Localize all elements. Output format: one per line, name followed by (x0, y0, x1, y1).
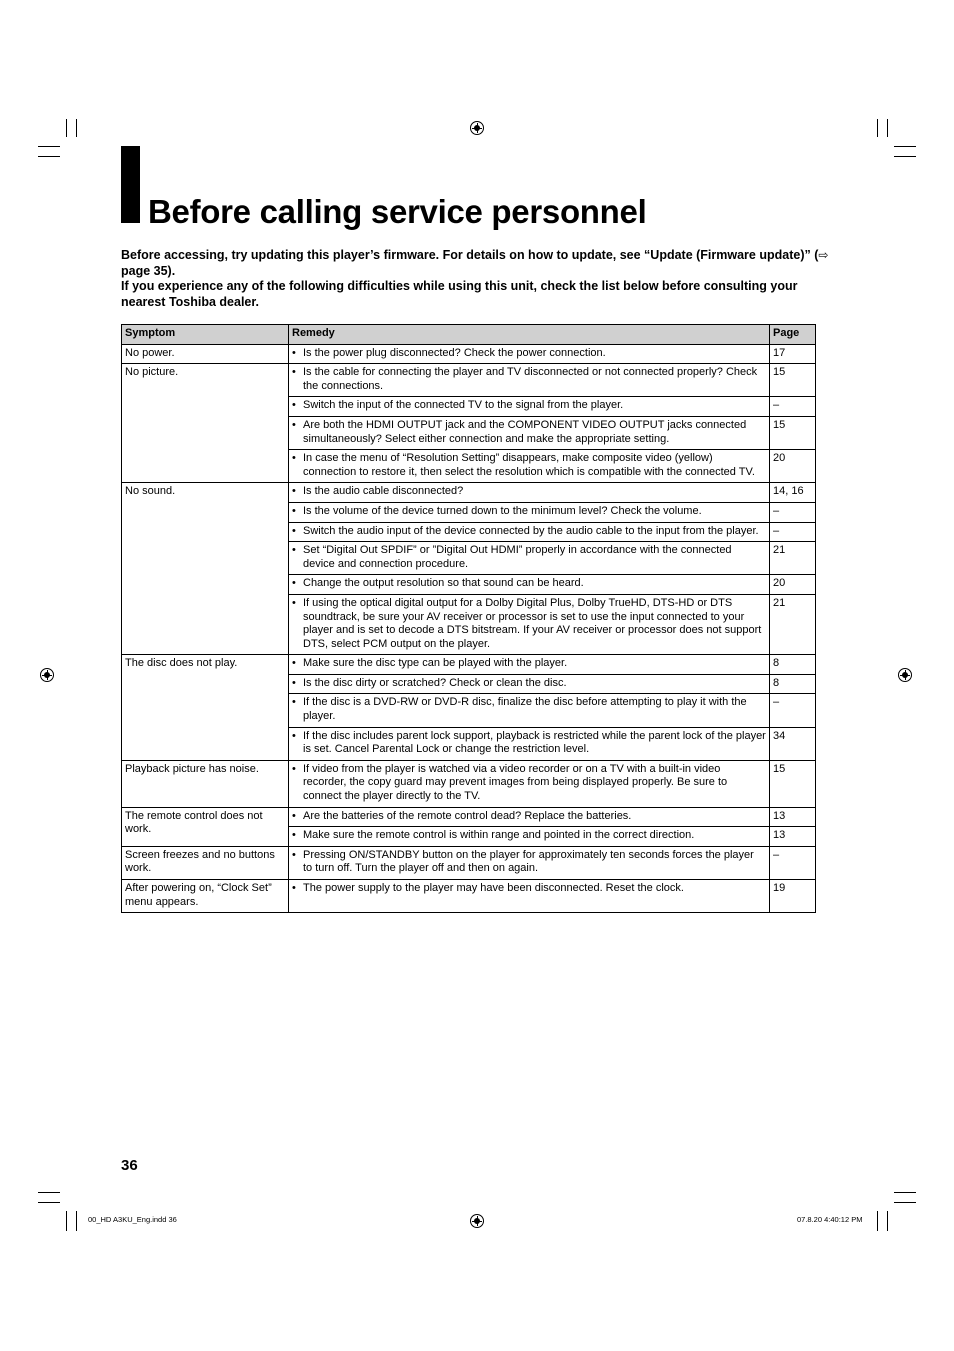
bullet-icon: • (292, 544, 296, 557)
remedy-cell (289, 542, 770, 575)
table-row (122, 655, 816, 675)
bullet-icon: • (292, 829, 296, 842)
page-reference-cell: – (770, 502, 816, 522)
remedy-text: Switch the input of the connected TV to the signal from the player. (303, 399, 624, 412)
remedy-text: Is the cable for connecting the player and TV disconnected or not connected properly? Check the connections. (303, 366, 758, 392)
page-reference-cell: 20 (770, 450, 816, 483)
remedy-cell (289, 502, 770, 522)
bullet-icon: • (292, 452, 296, 465)
symptom-cell: Screen freezes and no buttons work. (122, 846, 289, 879)
remedy-cell (289, 416, 770, 449)
page-reference-cell: – (770, 522, 816, 542)
page-reference-cell: 21 (770, 594, 816, 654)
symptom-cell: No picture. (122, 364, 289, 483)
remedy-cell (289, 344, 770, 364)
symptom-cell: The remote control does not work. (122, 807, 289, 846)
print-slug-filename: 00_HD A3KU_Eng.indd 36 (88, 1215, 177, 1224)
bullet-icon: • (292, 657, 296, 670)
registration-mark-icon (470, 1214, 484, 1228)
intro-difficulties-note: If you experience any of the following difficulties while using this unit, check the list below before consulting your nearest Toshiba dealer. (121, 279, 798, 309)
symptom-cell: No power. (122, 344, 289, 364)
remedy-cell (289, 846, 770, 879)
bullet-icon: • (292, 762, 296, 775)
bullet-icon: • (292, 577, 296, 590)
bullet-icon: • (292, 882, 296, 894)
bullet-icon: • (292, 696, 296, 709)
page-reference-cell: 21 (770, 542, 816, 575)
page-reference-cell: 15 (770, 416, 816, 449)
remedy-text: Switch the audio input of the device connected by the audio cable to the input from the player. (303, 524, 759, 537)
page-reference-cell: 19 (770, 880, 816, 913)
table-row (122, 846, 816, 879)
page-reference-cell: – (770, 694, 816, 727)
bullet-icon: • (292, 418, 296, 431)
table-row (122, 483, 816, 503)
table-row (122, 760, 816, 807)
intro-firmware-note: Before accessing, try updating this player’s firmware. For details on how to update, see “Update (Firmware update)” (⇨ page 35). (121, 248, 829, 278)
remedy-text: Is the disc dirty or scratched? Check or clean the disc. (303, 676, 567, 689)
remedy-text: If the disc is a DVD-RW or DVD-R disc, finalize the disc before attempting to play it with the player. (303, 696, 747, 723)
page-reference-cell: 8 (770, 674, 816, 694)
bullet-icon: • (292, 596, 296, 609)
bullet-icon: • (292, 524, 296, 537)
symptom-cell: No sound. (122, 483, 289, 655)
bullet-icon: • (292, 676, 296, 689)
bullet-icon: • (292, 504, 296, 517)
remedy-text: If video from the player is watched via a video recorder or on a TV with a built-in video recorder, the copy guard may prevent images from being displayed properly. Be sure to connect the player directly to the TV. (303, 762, 728, 803)
bullet-icon: • (292, 848, 296, 861)
bullet-icon: • (292, 399, 296, 412)
remedy-cell (289, 827, 770, 847)
table-row (122, 364, 816, 397)
remedy-text: Make sure the disc type can be played with the player. (303, 657, 568, 670)
remedy-cell (289, 397, 770, 417)
bullet-icon: • (292, 366, 296, 379)
page-reference-cell: 13 (770, 827, 816, 847)
troubleshooting-table (121, 324, 816, 913)
bullet-icon: • (292, 809, 296, 822)
page-reference-cell: 15 (770, 364, 816, 397)
title-accent-bar (121, 146, 140, 223)
remedy-text: Pressing ON/STANDBY button on the player for approximately ten seconds forces the player to turn off. Turn the player off and then on again. (303, 848, 754, 875)
page-reference-cell: – (770, 846, 816, 879)
remedy-text: In case the menu of “Resolution Setting” disappears, make composite video (yellow) connection to restore it, then select the resolution which is compatible with the connected TV. (303, 452, 755, 478)
page-reference-cell: 17 (770, 344, 816, 364)
table-row (122, 880, 816, 913)
registration-mark-icon (898, 668, 912, 682)
remedy-cell (289, 727, 770, 760)
bullet-icon: • (292, 346, 296, 359)
page-title: Before calling service personnel (148, 193, 647, 230)
table-header-row (122, 325, 816, 345)
remedy-text: Is the audio cable disconnected? (303, 485, 464, 498)
remedy-text: Are both the HDMI OUTPUT jack and the COMPONENT VIDEO OUTPUT jacks connected simultaneously? Select either connection and make the appropriate setting. (303, 418, 747, 445)
intro-text (121, 248, 837, 310)
remedy-cell (289, 522, 770, 542)
registration-mark-icon (40, 668, 54, 682)
remedy-text: Make sure the remote control is within range and pointed in the correct direction. (303, 829, 695, 842)
page-reference-cell: – (770, 397, 816, 417)
page-reference-cell: 34 (770, 727, 816, 760)
page-reference-cell: 13 (770, 807, 816, 827)
table-row (122, 344, 816, 364)
bullet-icon: • (292, 729, 296, 742)
remedy-text: Change the output resolution so that sound can be heard. (303, 577, 584, 590)
remedy-cell (289, 364, 770, 397)
registration-mark-icon (470, 121, 484, 135)
symptom-header: Symptom (122, 325, 289, 345)
remedy-cell (289, 807, 770, 827)
remedy-text: Is the volume of the device turned down to the minimum level? Check the volume. (303, 504, 702, 517)
page-reference-cell: 8 (770, 655, 816, 675)
remedy-text: The power supply to the player may have been disconnected. Reset the clock. (303, 882, 684, 894)
page-reference-cell: 15 (770, 760, 816, 807)
remedy-text: If using the optical digital output for a Dolby Digital Plus, Dolby TrueHD, DTS-HD or DTS soundtrack, be sure your AV receiver or processor is set to use the input connected to your player and is set to decode a DTS bitstream. If your AV receiver or processor does not support DTS, select PCM output on the player. (303, 596, 762, 650)
symptom-cell: The disc does not play. (122, 655, 289, 761)
remedy-text: Set “Digital Out SPDIF” or ”Digital Out HDMI” properly in accordance with the connected device and connection procedure. (303, 544, 732, 570)
print-slug-timestamp: 07.8.20 4:40:12 PM (797, 1215, 863, 1224)
page-reference-cell: 14, 16 (770, 483, 816, 503)
remedy-cell (289, 880, 770, 913)
symptom-cell: After powering on, “Clock Set” menu appears. (122, 880, 289, 913)
remedy-cell (289, 483, 770, 503)
remedy-text: If the disc includes parent lock support, playback is restricted while the parent lock of the player is set. Cancel Parental Lock or change the restriction level. (303, 729, 766, 756)
table-row (122, 807, 816, 827)
page-header: Page (770, 325, 816, 345)
remedy-cell (289, 575, 770, 595)
remedy-cell (289, 450, 770, 483)
remedy-cell (289, 594, 770, 654)
remedy-text: Are the batteries of the remote control dead? Replace the batteries. (303, 809, 632, 822)
remedy-cell (289, 655, 770, 675)
remedy-cell (289, 674, 770, 694)
remedy-text: Is the power plug disconnected? Check the power connection. (303, 346, 606, 359)
page-reference-cell: 20 (770, 575, 816, 595)
remedy-cell (289, 694, 770, 727)
page-number: 36 (121, 1157, 138, 1174)
remedy-cell (289, 760, 770, 807)
page-reference-arrow-icon: ⇨ (818, 248, 829, 262)
bullet-icon: • (292, 485, 296, 498)
symptom-cell: Playback picture has noise. (122, 760, 289, 807)
remedy-header: Remedy (289, 325, 770, 345)
